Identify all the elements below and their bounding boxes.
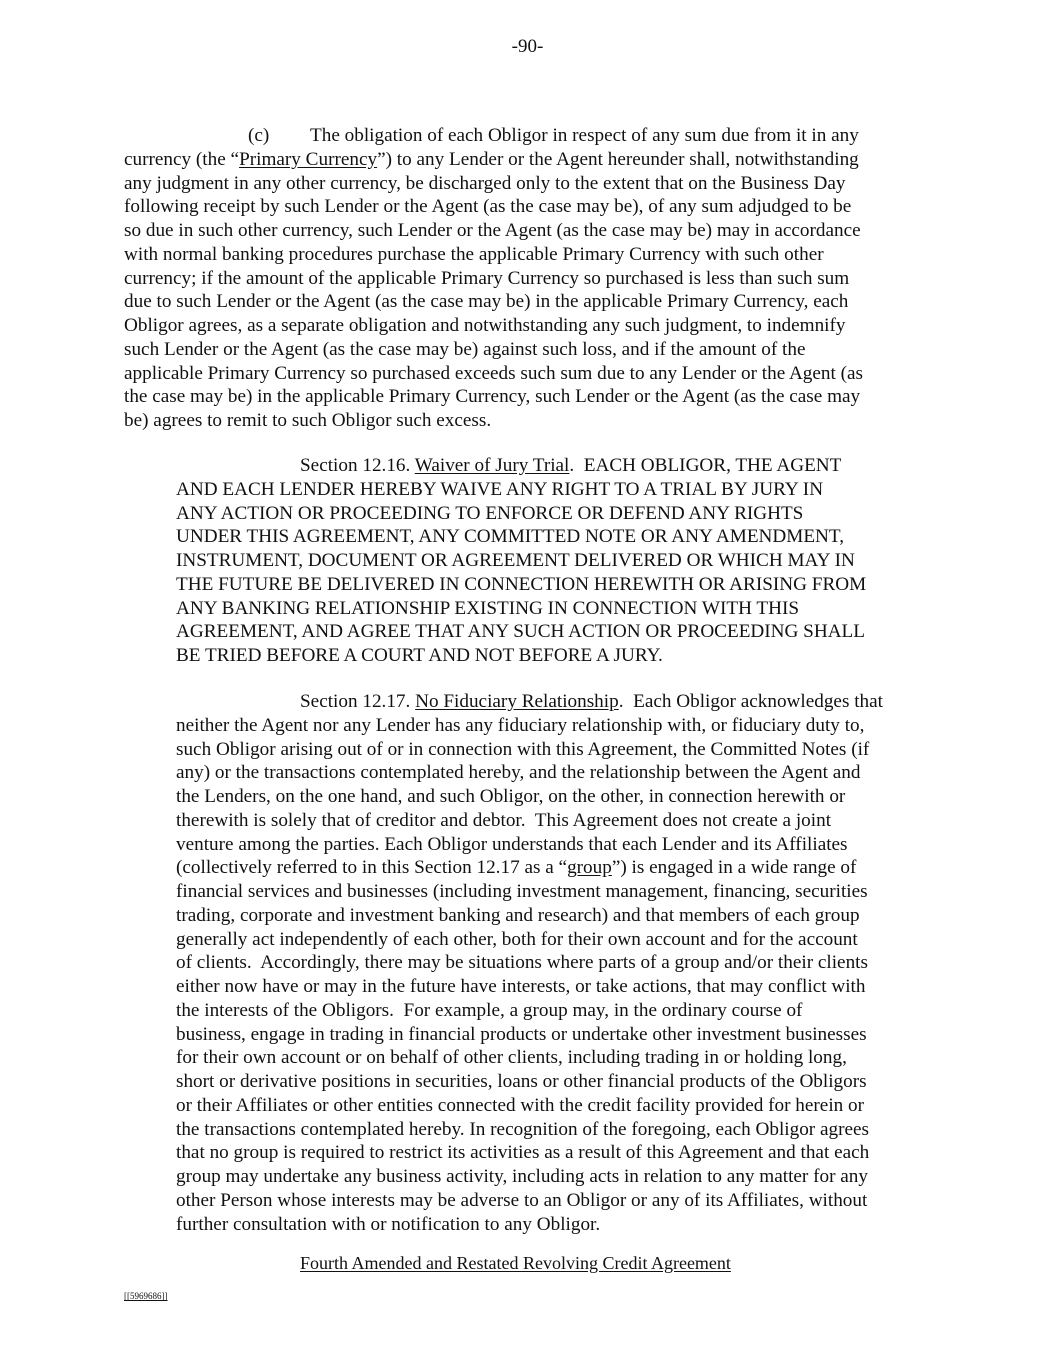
- text-line: following receipt by such Lender or the Agent (as the case may be), of any sum adjudged to be: [124, 196, 852, 218]
- text-line: therewith is solely that of creditor and debtor. This Agreement does not create a joint: [176, 809, 832, 831]
- text-line: generally act independently of each other, both for their own account and for the account: [176, 928, 858, 950]
- defined-term-primary-currency: Primary Currency: [239, 148, 378, 170]
- text-line: any) or the transactions contemplated hereby, and the relationship between the Agent and: [176, 762, 861, 784]
- text-line: further consultation with or notification to any Obligor.: [176, 1213, 601, 1235]
- text-line: that no group is required to restrict its activities as a result of this Agreement and that each: [176, 1142, 870, 1164]
- text-line: AND EACH LENDER HEREBY WAIVE ANY RIGHT TO A TRIAL BY JURY IN: [176, 478, 824, 500]
- defined-term-group: group: [567, 857, 612, 879]
- text-line: such Lender or the Agent (as the case may be) against such loss, and if the amount of the: [124, 338, 806, 360]
- text-line: trading, corporate and investment banking and research) and that members of each group: [176, 904, 860, 926]
- text-line: ANY ACTION OR PROCEEDING TO ENFORCE OR DEFEND ANY RIGHTS: [176, 502, 804, 524]
- text-run: ”) to any Lender or the Agent hereunder shall, notwithstanding: [377, 148, 859, 170]
- text-run: . EACH OBLIGOR, THE AGENT: [569, 455, 842, 476]
- text-run: ”) is engaged in a wide range of: [611, 857, 857, 879]
- section-number: Section 12.17.: [300, 691, 411, 712]
- text-line: group may undertake any business activity, including acts in relation to any matter for any: [176, 1166, 868, 1187]
- section-12-16-heading-line: [176, 454, 866, 478]
- paragraph-c-second-line: [124, 148, 863, 172]
- text-line: INSTRUMENT, DOCUMENT OR AGREEMENT DELIVERED OR WHICH MAY IN: [176, 550, 855, 571]
- paragraph-c-line-text: The obligation of each Obligor in respect of any sum due from it in any: [310, 125, 859, 146]
- text-line: such Obligor arising out of or in connection with this Agreement, the Committed Notes (if: [176, 738, 870, 760]
- group-definition-line: [176, 856, 883, 880]
- text-line: other Person whose interests may be adverse to an Obligor or any of its Affiliates, without: [176, 1189, 868, 1211]
- text-line: THE FUTURE BE DELIVERED IN CONNECTION HEREWITH OR ARISING FROM: [176, 573, 867, 595]
- text-line: UNDER THIS AGREEMENT, ANY COMMITTED NOTE OR ANY AMENDMENT,: [176, 526, 844, 548]
- text-run: (collectively referred to in this Section 12.17 as a “: [176, 857, 568, 879]
- text-line: ANY BANKING RELATIONSHIP EXISTING IN CONNECTION WITH THIS: [176, 597, 800, 619]
- footer-document-title: Fourth Amended and Restated Revolving Credit Agreement: [300, 1253, 731, 1273]
- paragraph-label: (c): [248, 125, 270, 146]
- text-line: Obligor agrees, as a separate obligation and notwithstanding any such judgment, to indemnify: [124, 315, 846, 336]
- section-heading: Waiver of Jury Trial: [414, 455, 570, 476]
- text-line: so due in such other currency, such Lender or the Agent (as the case may be) may in accordance: [124, 220, 861, 241]
- text-line: venture among the parties. Each Obligor understands that each Lender and its Affiliates: [176, 833, 848, 855]
- text-line: the interests of the Obligors. For example, a group may, in the ordinary course of: [176, 999, 803, 1021]
- section-12-17: [176, 690, 883, 1236]
- text-line: be) agrees to remit to such Obligor such excess.: [124, 410, 492, 431]
- text-run: . Each Obligor acknowledges that: [618, 691, 883, 712]
- section-number: Section 12.16.: [300, 455, 411, 476]
- text-line: for their own account or on behalf of other clients, including trading in or holding long,: [176, 1047, 847, 1069]
- text-line: short or derivative positions in securities, loans or other financial products of the Obligors: [176, 1071, 867, 1092]
- text-line: with normal banking procedures purchase the applicable Primary Currency with such other: [124, 243, 824, 265]
- text-line: the Lenders, on the one hand, and such Obligor, on the other, in connection herewith or: [176, 786, 846, 807]
- paragraph-c-first-line: [124, 124, 863, 148]
- text-line: currency; if the amount of the applicable Primary Currency so purchased is less than such sum: [124, 267, 850, 289]
- text-line: neither the Agent nor any Lender has any fiduciary relationship with, or fiduciary duty to,: [176, 714, 865, 736]
- text-line: any judgment in any other currency, be discharged only to the extent that on the Business Day: [124, 172, 846, 194]
- text-line: the case may be) in the applicable Primary Currency, such Lender or the Agent (as the case may: [124, 386, 861, 408]
- paragraph-c: [124, 124, 863, 433]
- text-run: currency (the “: [124, 148, 240, 170]
- text-line: due to such Lender or the Agent (as the case may be) in the applicable Primary Currency, each: [124, 291, 849, 313]
- text-line: business, engage in trading in financial products or undertake other investment businesses: [176, 1023, 867, 1045]
- text-line: or their Affiliates or other entities connected with the credit facility provided for herein or: [176, 1094, 865, 1116]
- text-line: applicable Primary Currency so purchased exceeds such sum due to any Lender or the Agent (as: [124, 362, 864, 384]
- section-12-16: [176, 454, 866, 668]
- text-line: AGREEMENT, AND AGREE THAT ANY SUCH ACTION OR PROCEEDING SHALL: [176, 621, 865, 643]
- text-line: the transactions contemplated hereby. In recognition of the foregoing, each Obligor agrees: [176, 1118, 869, 1140]
- text-line: financial services and businesses (including investment management, financing, securities: [176, 881, 868, 902]
- section-12-17-heading-line: [176, 690, 883, 714]
- page-number: -90-: [511, 36, 544, 57]
- text-line: BE TRIED BEFORE A COURT AND NOT BEFORE A JURY.: [176, 645, 663, 666]
- text-line: of clients. Accordingly, there may be situations where parts of a group and/or their clients: [176, 952, 868, 974]
- section-heading: No Fiduciary Relationship: [415, 691, 619, 712]
- text-line: either now have or may in the future have interests, or take actions, that may conflict with: [176, 976, 866, 997]
- footer-document-id: [[5969686]]: [124, 1291, 168, 1301]
